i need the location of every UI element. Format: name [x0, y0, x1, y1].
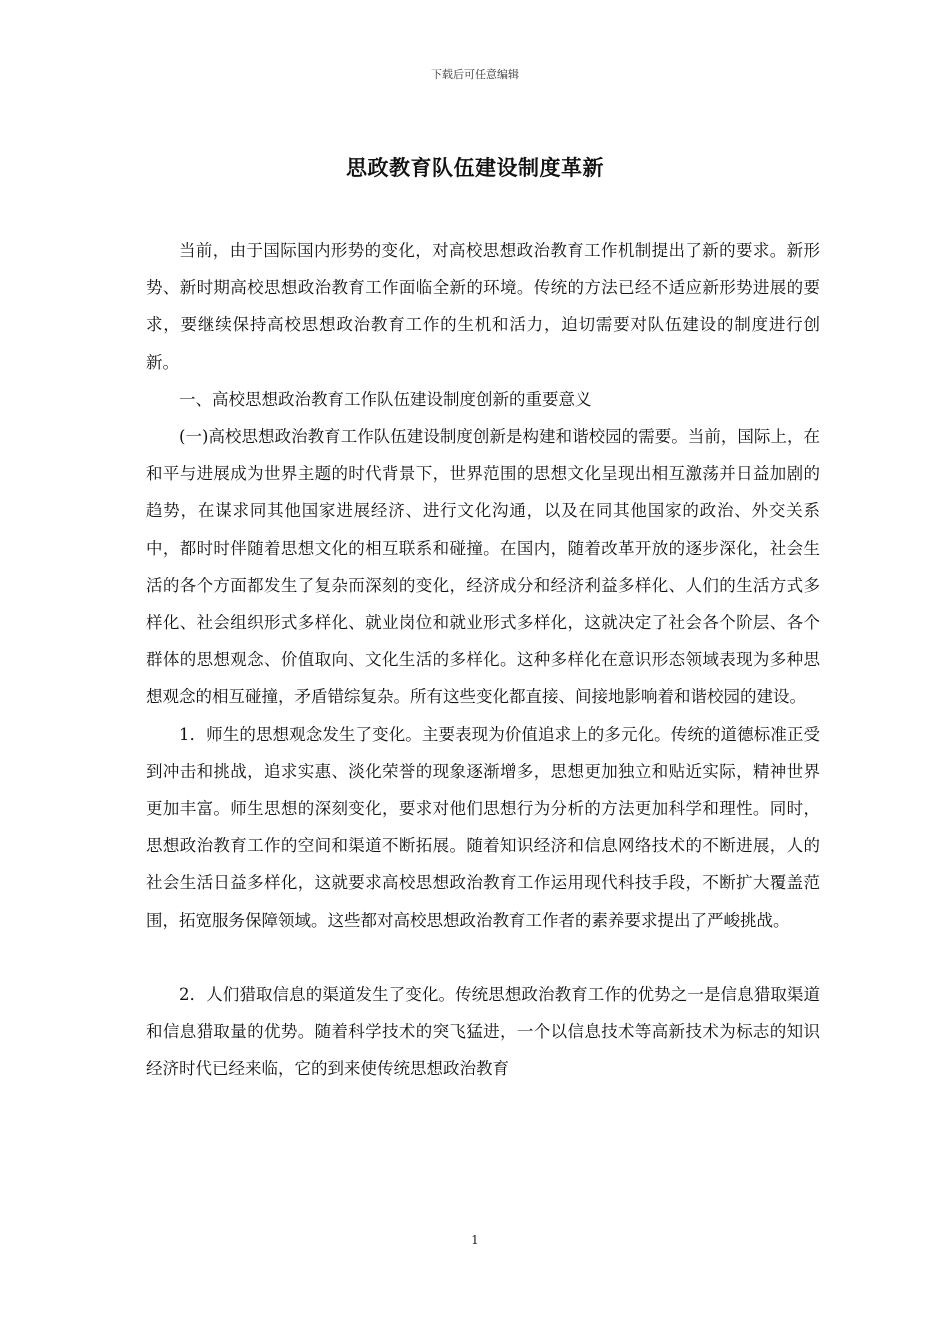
document-title: 思政教育队伍建设制度革新	[346, 156, 604, 180]
document-body	[146, 232, 820, 1087]
paragraph-point-1: 1．师生的思想观念发生了变化。主要表现为价值追求上的多元化。传统的道德标准正受到冲击和挑战，追求实惠、淡化荣誉的现象逐渐增多，思想更加独立和贴近实际，精神世界更加丰富。师生思想的深刻变化，要求对他们思想行为分析的方法更加科学和理性。同时，思想政治教育工作的空间和渠道不断拓展。随着知识经济和信息网络技术的不断进展，人的社会生活日益多样化，这就要求高校思想政治教育工作运用现代科技手段，不断扩大覆盖范围，拓宽服务保障领域。这些都对高校思想政治教育工作者的素养要求提出了严峻挑战。	[146, 724, 820, 930]
paragraph-subsection-1: (一)高校思想政治教育工作队伍建设制度创新是构建和谐校园的需要。当前，国际上，在和平与进展成为世界主题的时代背景下，世界范围的思想文化呈现出相互激荡并日益加剧的趋势，在谋求同其他国家进展经济、进行文化沟通，以及在同其他国家的政治、外交关系中，都时时伴随着思想文化的相互联系和碰撞。在国内，随着改革开放的逐步深化，社会生活的各个方面都发生了复杂而深刻的变化，经济成分和经济利益多样化、人们的生活方式多样化、社会组织形式多样化、就业岗位和就业形式多样化，这就决定了社会各个阶层、各个群体的思想观念、价值取向、文化生活的多样化。这种多样化在意识形态领域表现为多种思想观念的相互碰撞，矛盾错综复杂。所有这些变化都直接、间接地影响着和谐校园的建设。	[146, 427, 820, 707]
paragraph-point-2: 2．人们猎取信息的渠道发生了变化。传统思想政治教育工作的优势之一是信息猎取渠道和信息猎取量的优势。随着科学技术的突飞猛进，一个以信息技术等高新技术为标志的知识经济时代已经来临，它的到来使传统思想政治教育	[146, 984, 820, 1079]
paragraph-section-heading: 一、高校思想政治教育工作队伍建设制度创新的重要意义	[179, 389, 592, 409]
paragraph-intro: 当前，由于国际国内形势的变化，对高校思想政治教育工作机制提出了新的要求。新形势、新时期高校思想政治教育工作面临全新的环境。传统的方法已经不适应新形势进展的要求，要继续保持高校思想政治教育工作的生机和活力，迫切需要对队伍建设的制度进行创新。	[146, 241, 820, 372]
header-note: 下载后可任意编辑	[431, 68, 519, 81]
page-number: 1	[471, 1233, 479, 1247]
